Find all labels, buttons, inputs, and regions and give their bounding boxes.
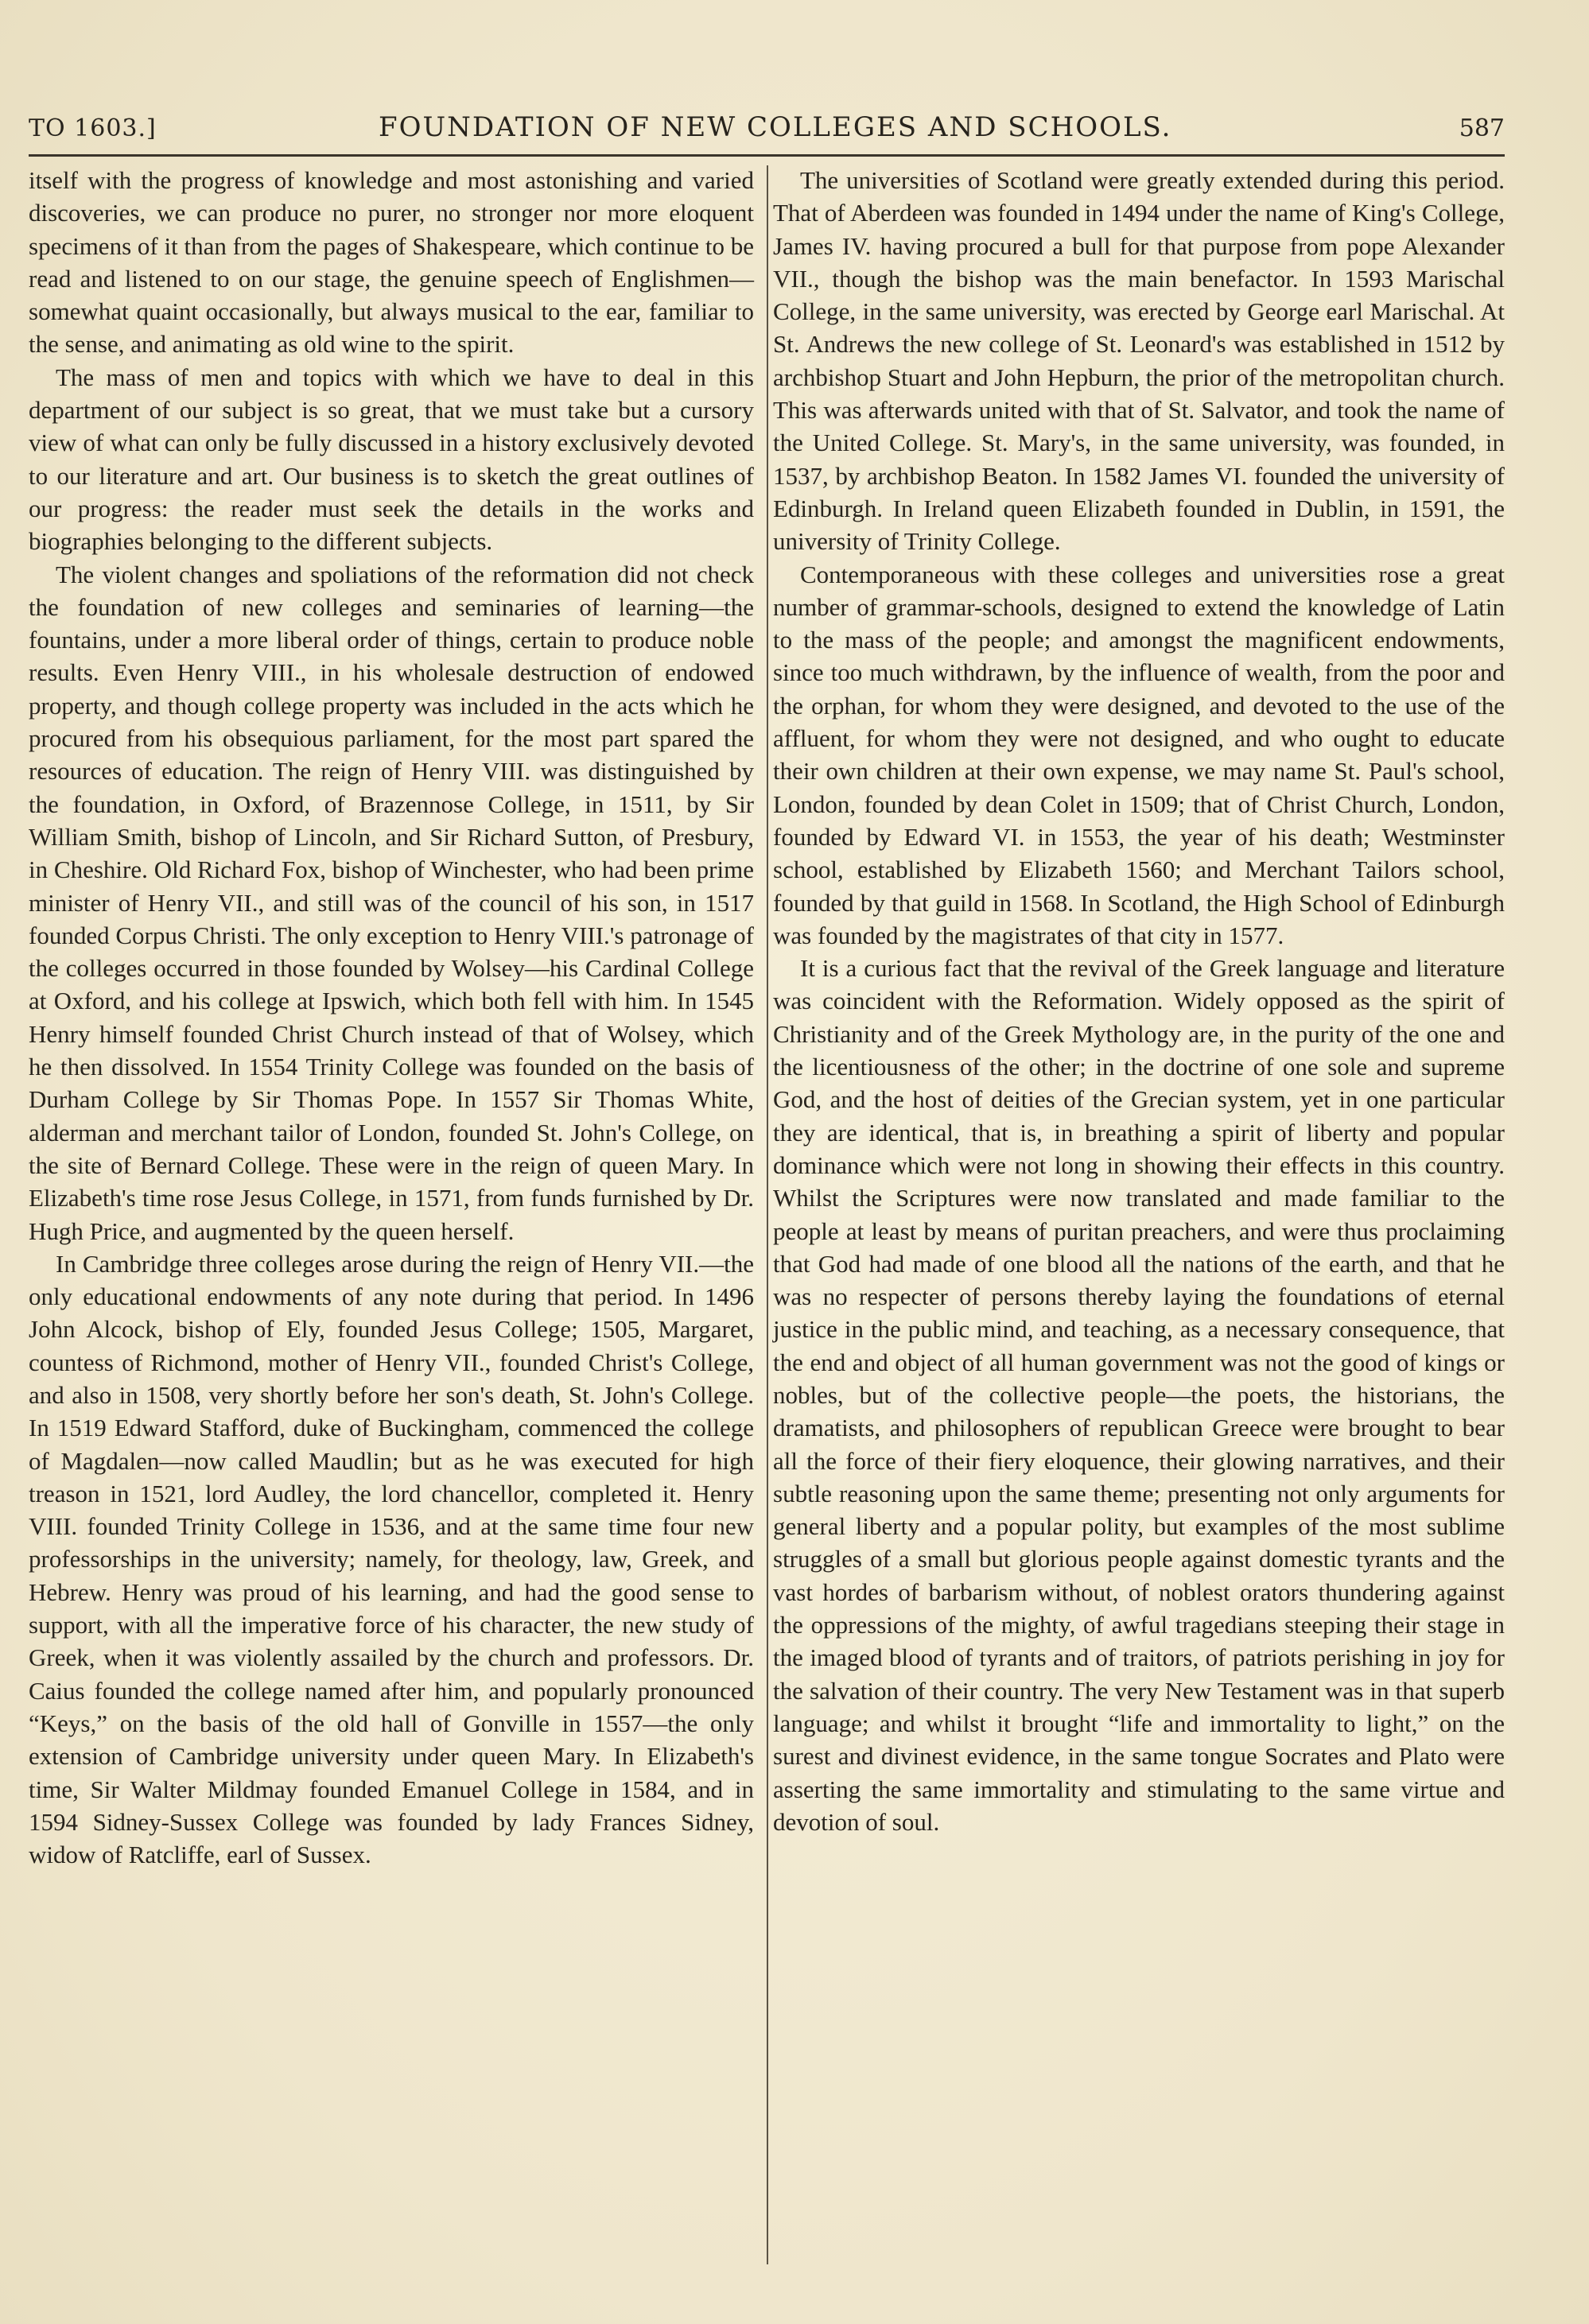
paragraph-scottish-universities: The universities of Scotland were greatly extended during this period. That of Aberdeen was founded in 1494 under the name of King's College, James IV. having procured a bull for that purpose from pope Alexander VII., though the bishop was the main benefactor. In 1593 Marischal College, in the same university, was erected by George earl Marischal. At St. Andrews the new college of St. Leonard's was established in 1512 by archbishop Stuart and John Hepburn, the prior of the metropolitan church. This was afterwards united with that of St. Salvator, and took the name of the United College. St. Mary's, in the same university, was founded, in 1537, by archbishop Beaton. In 1582 James VI. founded the university of Edinburgh. In Ireland queen Elizabeth founded in Dublin, in 1591, the university of Trinity College. bbox=[773, 166, 1505, 556]
paragraph-shakespeare: itself with the progress of knowledge and most astonishing and varied discoveries, we can produce no purer, no stronger nor more eloquent specimens of it than from the pages of Shakespeare, which continue to be read and listened to on our stage, the genuine speech of Englishmen—somewhat quaint occasionally, but always musical to the ear, familiar to the sense, and animating as old wine to the spirit. bbox=[29, 166, 754, 359]
right-column bbox=[773, 164, 1505, 1838]
paragraph-oxford-colleges: The violent changes and spoliations of the reformation did not check the foundation of new colleges and seminaries of learning—the fountains, under a more liberal order of things, certain to produce noble results. Even Henry VIII., in his wholesale destruction of endowed property, and though college property was included in the acts which he procured from his obsequious parliament, for the most part spared the resources of education. The reign of Henry VIII. was distinguished by the foundation, in Oxford, of Brazennose College, in 1511, by Sir William Smith, bishop of Lincoln, and Sir Richard Sutton, of Presbury, in Cheshire. Old Richard Fox, bishop of Winchester, who had been prime minister of Henry VII., and still was of the council of his son, in 1517 founded Corpus Christi. The only exception to Henry VIII.'s patronage of the colleges occurred in those founded by Wolsey—his Cardinal College at Oxford, and his college at Ipswich, which both fell with him. In 1545 Henry himself founded Christ Church instead of that of Wolsey, which he then dissolved. In 1554 Trinity College was founded on the basis of Durham College by Sir Thomas Pope. In 1557 Sir Thomas White, alderman and merchant tailor of London, founded St. John's College, on the site of Bernard College. These were in the reign of queen Mary. In Elizabeth's time rose Jesus College, in 1571, from funds furnished by Dr. Hugh Price, and augmented by the queen herself. bbox=[29, 560, 754, 1245]
column-divider bbox=[767, 165, 768, 2264]
paragraph-scope: The mass of men and topics with which we have to deal in this department of our subject is so great, that we must take but a cursory view of what can only be fully discussed in a history exclusively devoted to our literature and art. Our business is to sketch the great outlines of our progress: the reader must seek the details in the works and biographies belonging to the different subjects. bbox=[29, 363, 754, 556]
left-column bbox=[29, 164, 754, 1871]
paragraph-greek-revival: It is a curious fact that the revival of the Greek language and literature was coincident with the Reformation. Widely opposed as the spirit of Christianity and of the Greek Mythology are, in the purity of the one and the licentiousness of the other; in the doctrine of one sole and supreme God, and the host of deities of the Grecian system, yet in one particular they are identical, that is, in breathing a spirit of liberty and popular dominance which were not long in showing their effects in this country. Whilst the Scriptures were now translated and made familiar to the people at least by means of puritan preachers, and were thus proclaiming that God had made of one blood all the nations of the earth, and that he was no respecter of persons thereby laying the foundations of eternal justice in the public mind, and teaching, as a necessary consequence, that the end and object of all human government was not the good of kings or nobles, but of the collective people—the poets, the historians, the dramatists, and philosophers of republican Greece were brought to bear all the force of their fiery eloquence, their glowing narratives, and their subtle reasoning upon the same theme; presenting not only arguments for general liberty and a popular polity, but examples of the most sublime struggles of a small but glorious people against domestic tyrants and the vast hordes of barbarism without, of noblest orators thundering against the oppressions of the mighty, of awful tragedians steeping their stage in the imaged blood of tyrants and of traitors, of patriots perishing in joy for the salvation of their country. The very New Testament was in that superb language; and whilst it brought “life and immortality to light,” on the surest and divinest evidence, in the same tongue Socrates and Plato were asserting the same immortality and stimulating to the same virtue and devotion of soul. bbox=[773, 954, 1505, 1836]
header-rule bbox=[29, 154, 1505, 157]
paragraph-cambridge-colleges: In Cambridge three colleges arose during the reign of Henry VII.—the only educational endowments of any note during that period. In 1496 John Alcock, bishop of Ely, founded Jesus College; 1505, Margaret, countess of Richmond, mother of Henry VII., founded Christ's College, and also in 1508, very shortly before her son's death, St. John's College. In 1519 Edward Stafford, duke of Buckingham, commenced the college of Magdalen—now called Maudlin; but as he was executed for high treason in 1521, lord Audley, the lord chancellor, completed it. Henry VIII. founded Trinity College in 1536, and at the same time four new professorships in the university; namely, for theology, law, Greek, and Hebrew. Henry was proud of his learning, and had the good sense to support, with all the imperative force of his character, the new study of Greek, when it was violently assailed by the church and professors. Dr. Caius founded the college named after him, and popularly pronounced “Keys,” on the basis of the old hall of Gonville in 1557—the only extension of Cambridge university under queen Mary. In Elizabeth's time, Sir Walter Mildmay founded Emanuel College in 1584, and in 1594 Sidney-Sussex College was founded by lady Frances Sidney, widow of Ratcliffe, earl of Sussex. bbox=[29, 1249, 754, 1869]
running-head-date-range: TO 1603.] bbox=[29, 114, 157, 142]
page-number: 587 bbox=[1459, 114, 1505, 142]
running-head-title: FOUNDATION OF NEW COLLEGES AND SCHOOLS. bbox=[379, 111, 1172, 143]
paragraph-grammar-schools: Contemporaneous with these colleges and universities rose a great number of grammar-schools, designed to extend the knowledge of Latin to the mass of the people; and amongst the magnificent endowments, since too much withdrawn, by the influence of wealth, from the poor and the orphan, for whom they were designed, and devoted to the use of the affluent, for whom they were not designed, and who ought to educate their own children at their own expense, we may name St. Paul's school, London, founded by dean Colet in 1509; that of Christ Church, London, founded by Edward VI. in 1553, the year of his death; Westminster school, established by Elizabeth 1560; and Merchant Tailors school, founded by that guild in 1568. In Scotland, the High School of Edinburgh was founded by the magistrates of that city in 1577. bbox=[773, 560, 1505, 949]
running-head bbox=[29, 111, 1505, 151]
